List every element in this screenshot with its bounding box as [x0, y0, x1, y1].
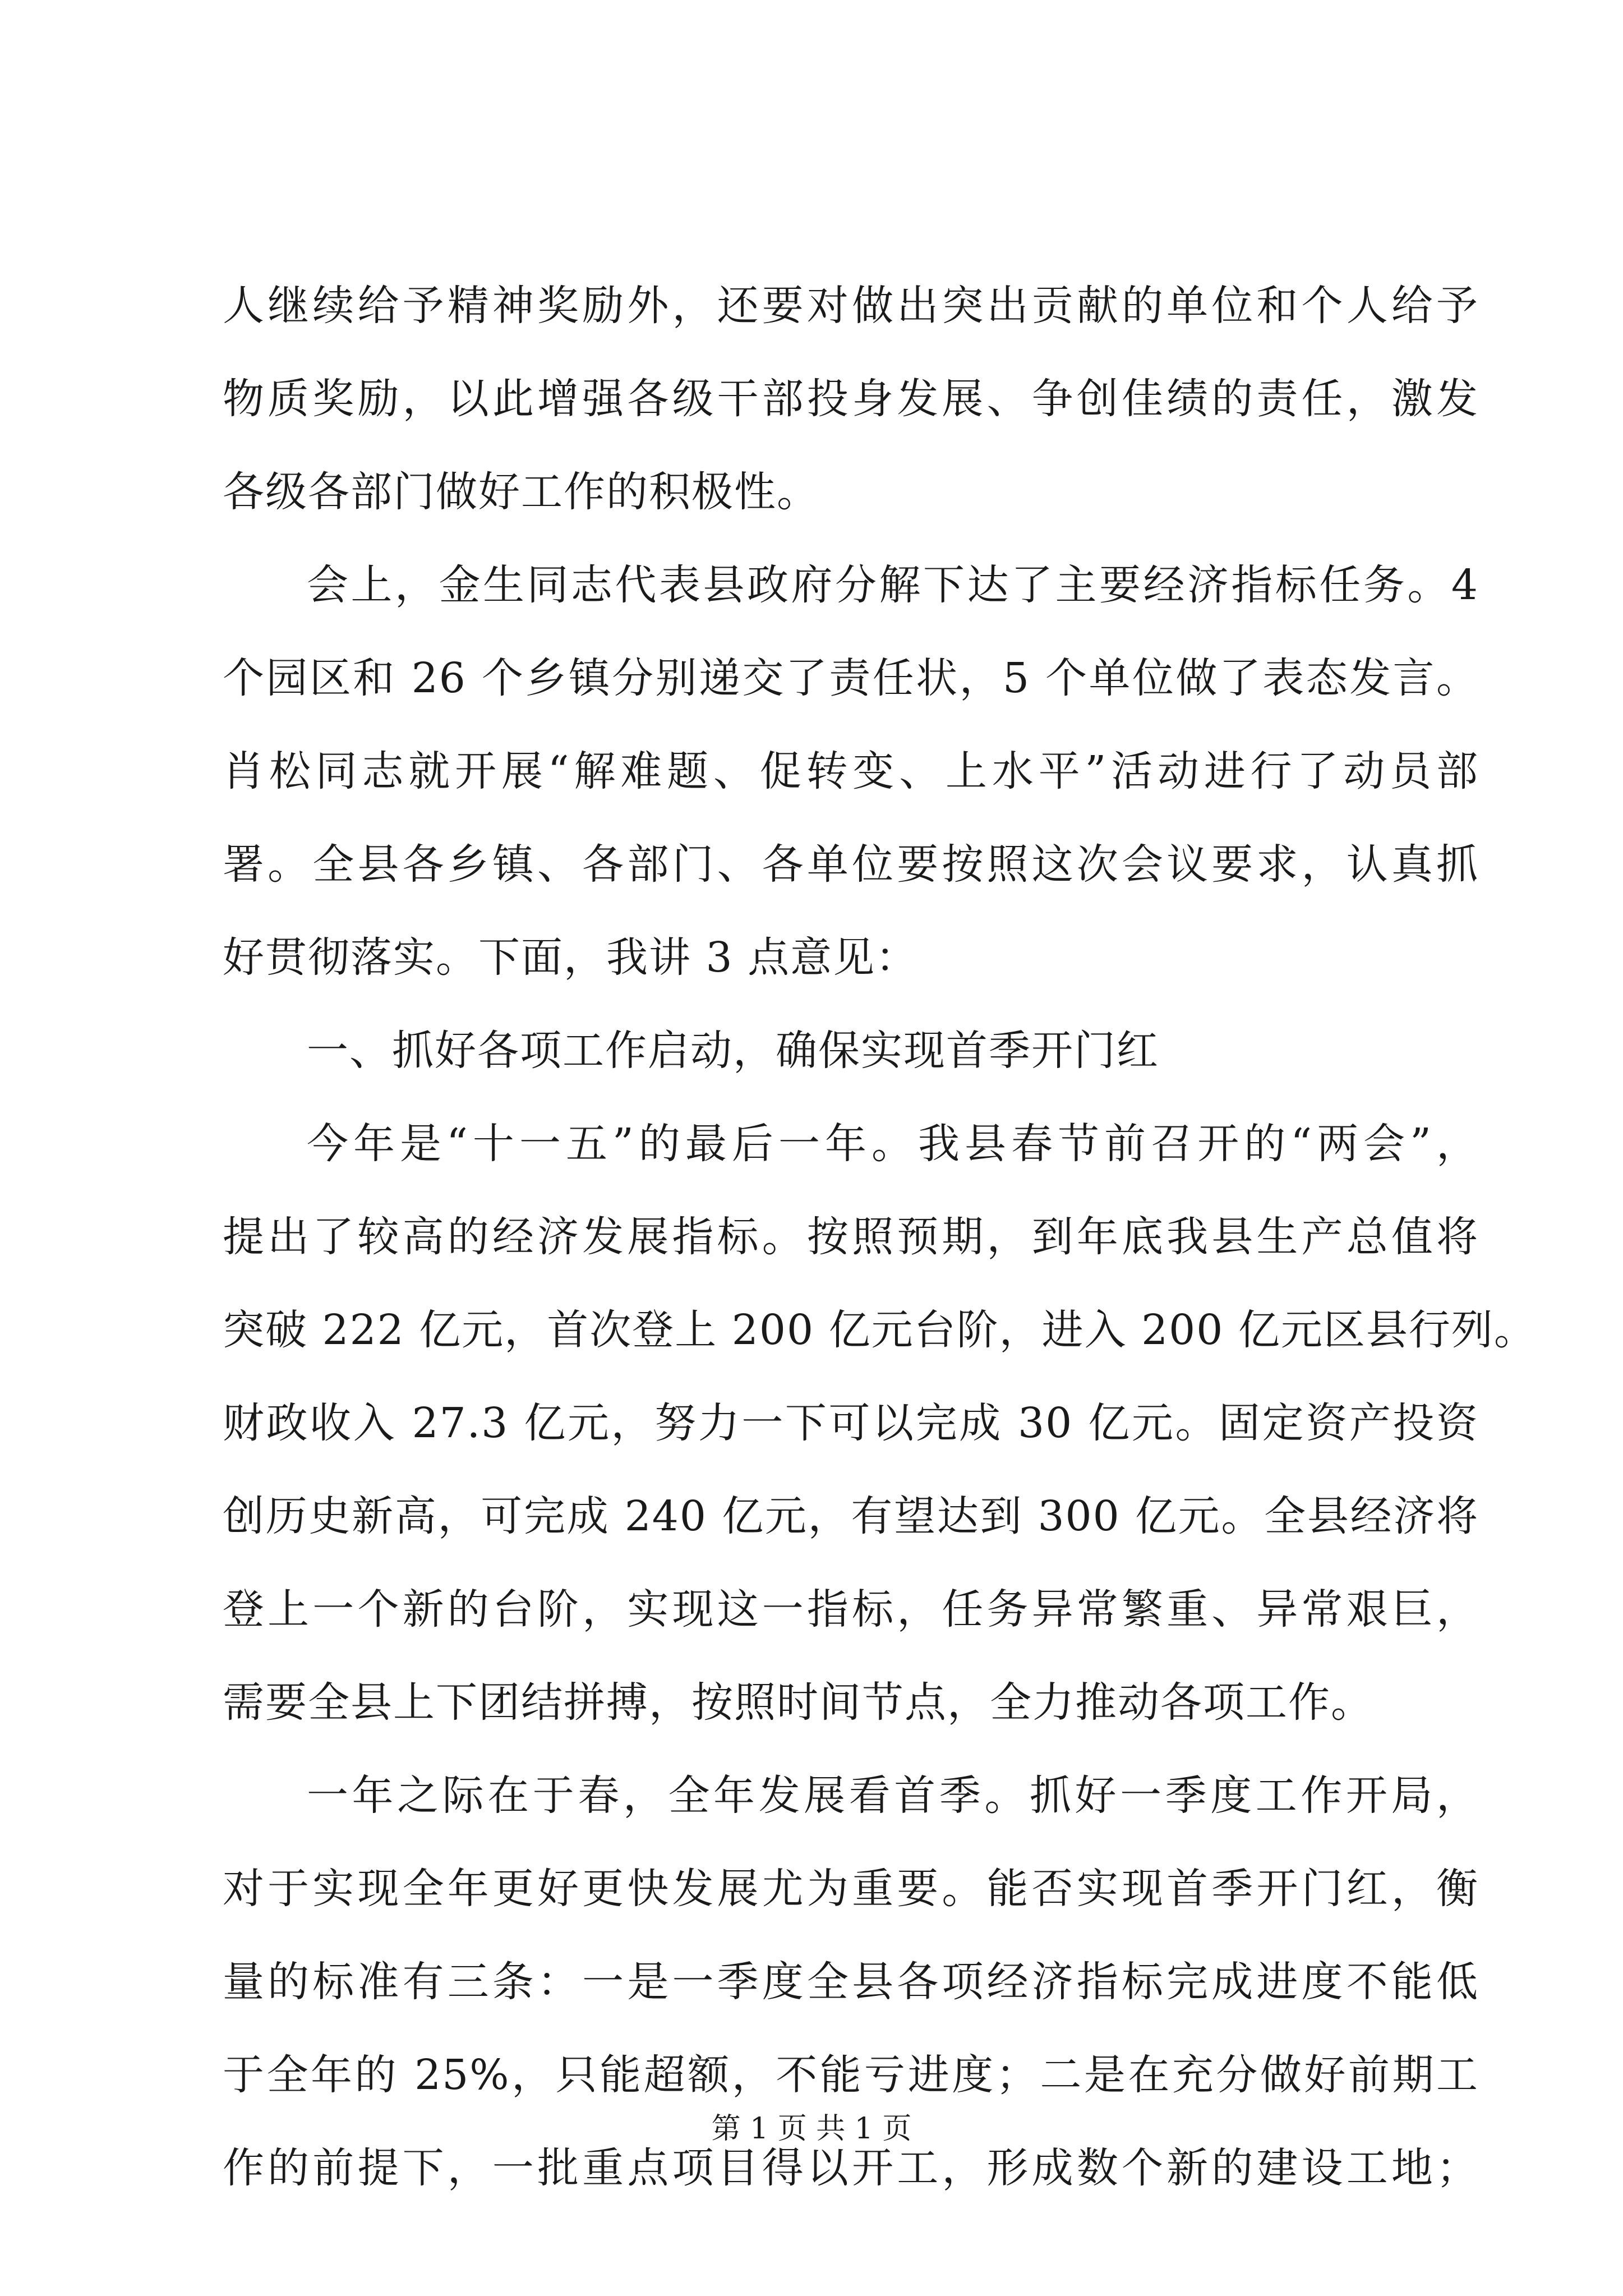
page-number-footer: 第 1 页 共 1 页	[711, 2112, 912, 2146]
text-line: 登上一个新的台阶，实现这一指标，任务异常繁重、异常艰巨，	[223, 1585, 1479, 1634]
text-line: 突破 222 亿元，首次登上 200 亿元台阶，进入 200 亿元区县行列。	[223, 1306, 1537, 1354]
text-line: 肖松同志就开展“解难题、促转变、上水平”活动进行了动员部	[223, 747, 1479, 795]
text-line: 个园区和 26 个乡镇分别递交了责任状，5 个单位做了表态发言。	[223, 654, 1479, 702]
text-line: 量的标准有三条：一是一季度全县各项经济指标完成进度不能低	[223, 1958, 1479, 2006]
text-line: 好贯彻落实。下面，我讲 3 点意见：	[223, 933, 919, 982]
text-line: 一年之际在于春，全年发展看首季。抓好一季度工作开局，	[307, 1772, 1479, 1820]
text-line: 需要全县上下团结拼搏，按照时间节点，全力推动各项工作。	[223, 1678, 1373, 1727]
text-line: 作的前提下，一批重点项目得以开工，形成数个新的建设工地；	[223, 2144, 1479, 2192]
text-line: 各级各部门做好工作的积极性。	[223, 468, 819, 516]
text-line: 会上，金生同志代表县政府分解下达了主要经济指标任务。4	[307, 561, 1479, 609]
section-heading: 一、抓好各项工作启动，确保实现首季开门红	[307, 1027, 1159, 1075]
text-line: 提出了较高的经济发展指标。按照预期，到年底我县生产总值将	[223, 1213, 1479, 1261]
text-line: 财政收入 27.3 亿元，努力一下可以完成 30 亿元。固定资产投资	[223, 1399, 1479, 1447]
text-line: 人继续给予精神奖励外，还要对做出突出贡献的单位和个人给予	[223, 282, 1479, 330]
text-line: 今年是“十一五”的最后一年。我县春节前召开的“两会”，	[307, 1120, 1479, 1168]
text-line: 对于实现全年更好更快发展尤为重要。能否实现首季开门红，衡	[223, 1865, 1479, 1913]
document-body	[223, 259, 1537, 2215]
text-line: 署。全县各乡镇、各部门、各单位要按照这次会议要求，认真抓	[223, 840, 1479, 889]
text-line: 物质奖励，以此增强各级干部投身发展、争创佳绩的责任，激发	[223, 375, 1479, 423]
text-line: 于全年的 25%，只能超额，不能亏进度；二是在充分做好前期工	[223, 2051, 1479, 2099]
text-line: 创历史新高，可完成 240 亿元，有望达到 300 亿元。全县经济将	[223, 1492, 1479, 1540]
